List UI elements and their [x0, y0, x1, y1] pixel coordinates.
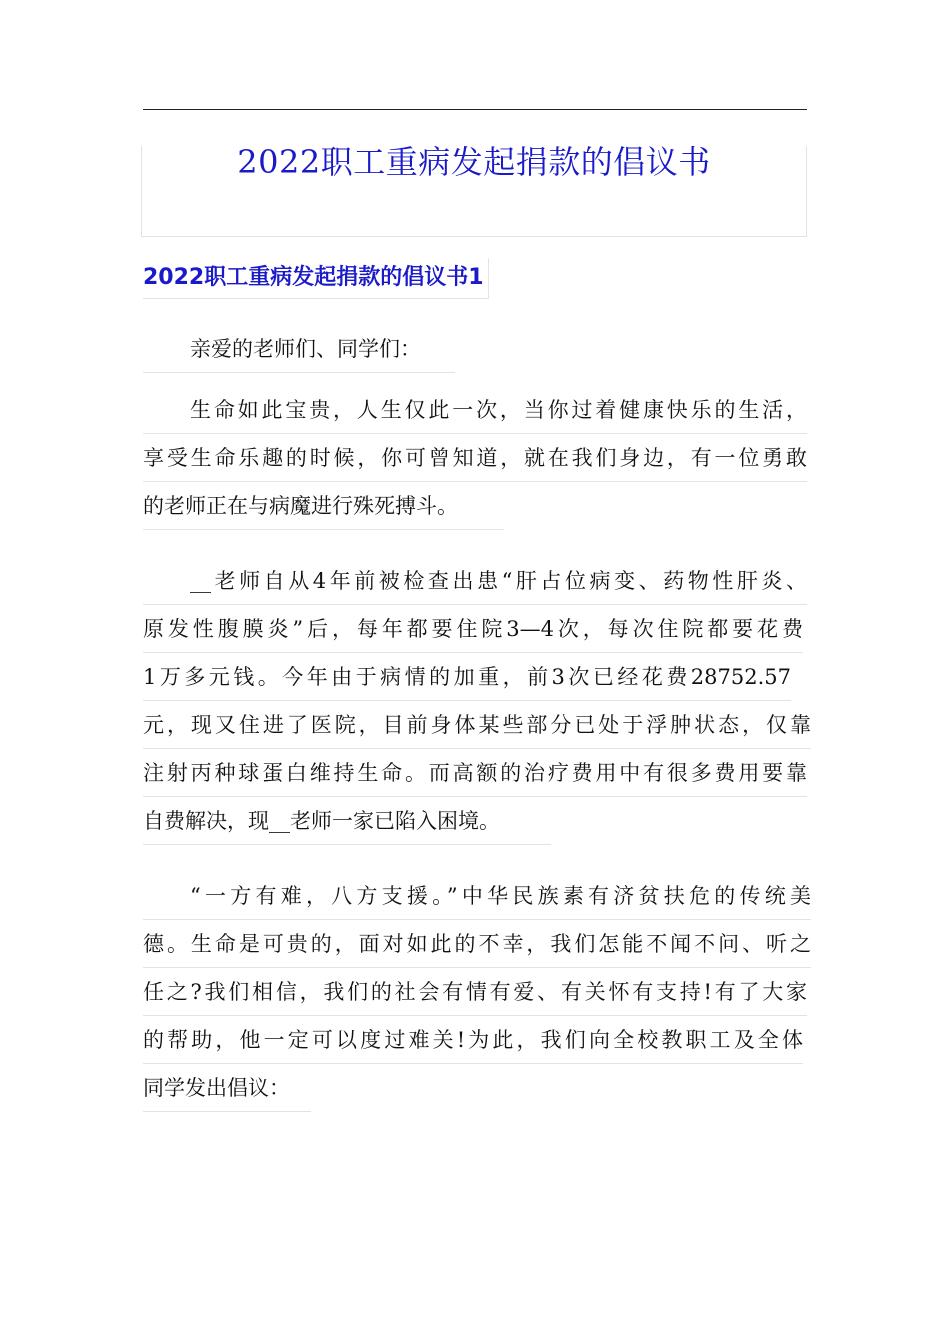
- header-rule: [143, 109, 807, 110]
- paragraph-line: __老师自从4年前被检查出患“肝占位病变、药物性肝炎、: [143, 557, 807, 605]
- paragraph-appeal: [143, 872, 815, 1112]
- paragraph-greeting: [143, 325, 815, 373]
- document-title: 2022职工重病发起捐款的倡议书: [237, 143, 711, 181]
- paragraph-line: 同学发出倡议：: [143, 1064, 311, 1112]
- paragraph-line: 1万多元钱。今年由于病情的加重，前3次已经花费28752.57: [143, 653, 791, 701]
- paragraph-line: 亲爱的老师们、同学们：: [143, 325, 455, 373]
- paragraph-condition: [143, 557, 815, 845]
- paragraph-line: 德。生命是可贵的，面对如此的不幸，我们怎能不闻不问、听之: [143, 920, 811, 968]
- title-box: [141, 143, 807, 237]
- paragraph-intro: [143, 386, 815, 530]
- section-heading: 2022职工重病发起捐款的倡议书1: [143, 258, 489, 299]
- paragraph-line: “一方有难，八方支援。”中华民族素有济贫扶危的传统美: [143, 872, 811, 920]
- paragraph-line: 任之?我们相信，我们的社会有情有爱、有关怀有支持!有了大家: [143, 968, 807, 1016]
- paragraph-line: 享受生命乐趣的时候，你可曾知道，就在我们身边，有一位勇敢: [143, 434, 807, 482]
- paragraph-line: 的老师正在与病魔进行殊死搏斗。: [143, 482, 504, 530]
- paragraph-line: 的帮助，他一定可以度过难关!为此，我们向全校教职工及全体: [143, 1016, 803, 1064]
- paragraph-line: 生命如此宝贵，人生仅此一次，当你过着健康快乐的生活，: [143, 386, 807, 434]
- paragraph-line: 注射丙种球蛋白维持生命。而高额的治疗费用中有很多费用要靠: [143, 749, 807, 797]
- paragraph-line: 自费解决，现__老师一家已陷入困境。: [143, 797, 551, 845]
- paragraph-line: 元，现又住进了医院，目前身体某些部分已处于浮肿状态，仅靠: [143, 701, 811, 749]
- paragraph-line: 原发性腹膜炎”后，每年都要住院3—4次，每次住院都要花费: [143, 605, 803, 653]
